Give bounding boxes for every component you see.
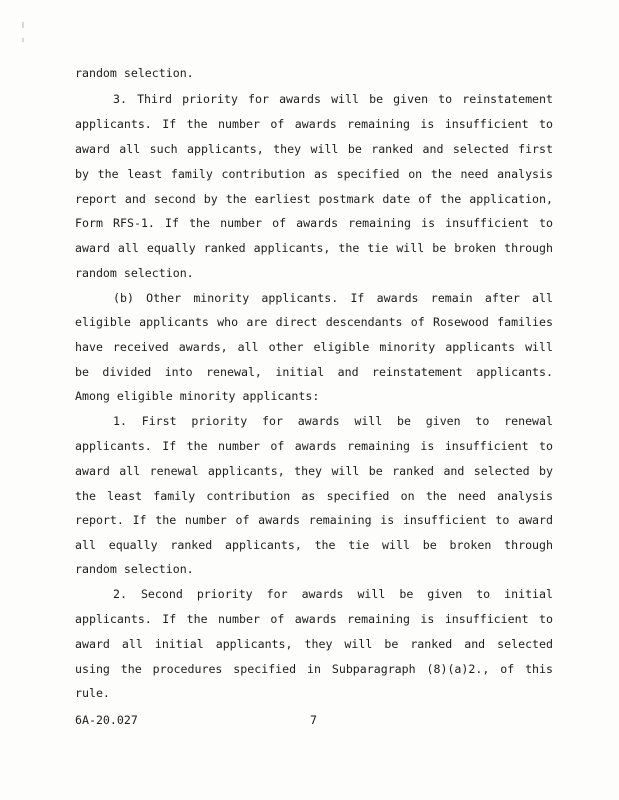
text-line: random selection. (75, 562, 194, 576)
text-line: award all initial applicants, they will be ranked and selected (75, 637, 553, 651)
text-line: (b) Other minority applicants. If awards remain after all (113, 291, 553, 305)
scan-mark (22, 38, 24, 42)
text-line: all equally ranked applicants, the tie will be broken through (75, 538, 553, 552)
text-line: the least family contribution as specified on the need analysis (75, 489, 553, 503)
text-line: report. If the number of awards remaining is insufficient to award (75, 513, 553, 527)
text-line: 2. Second priority for awards will be given to initial (113, 587, 553, 601)
page-number: 7 (310, 713, 317, 727)
text-line: applicants. If the number of awards remaining is insufficient to (75, 117, 553, 131)
text-line: random selection. (75, 66, 194, 80)
text-line: report and second by the earliest postmark date of the application, (75, 192, 553, 206)
scan-mark (22, 22, 24, 28)
text-line: random selection. (75, 266, 194, 280)
text-line: award all renewal applicants, they will be ranked and selected by (75, 464, 553, 478)
text-line: by the least family contribution as specified on the need analysis (75, 167, 553, 181)
text-line: rule. (75, 686, 110, 700)
text-line: be divided into renewal, initial and reinstatement applicants. (75, 365, 553, 379)
rule-number: 6A-20.027 (75, 713, 138, 727)
text-line: applicants. If the number of awards remaining is insufficient to (75, 612, 553, 626)
text-line: eligible applicants who are direct descendants of Rosewood families (75, 315, 553, 329)
text-line: have received awards, all other eligible minority applicants will (75, 340, 553, 354)
text-line: using the procedures specified in Subparagraph (8)(a)2., of this (75, 662, 553, 676)
text-line: award all such applicants, they will be ranked and selected first (75, 142, 553, 156)
text-line: Form RFS-1. If the number of awards remaining is insufficient to (75, 216, 553, 230)
text-line: applicants. If the number of awards remaining is insufficient to (75, 439, 553, 453)
text-line: 3. Third priority for awards will be given to reinstatement (113, 92, 553, 106)
text-line: Among eligible minority applicants: (75, 389, 320, 403)
text-line: award all equally ranked applicants, the tie will be broken through (75, 241, 553, 255)
text-line: 1. First priority for awards will be given to renewal (113, 414, 553, 428)
